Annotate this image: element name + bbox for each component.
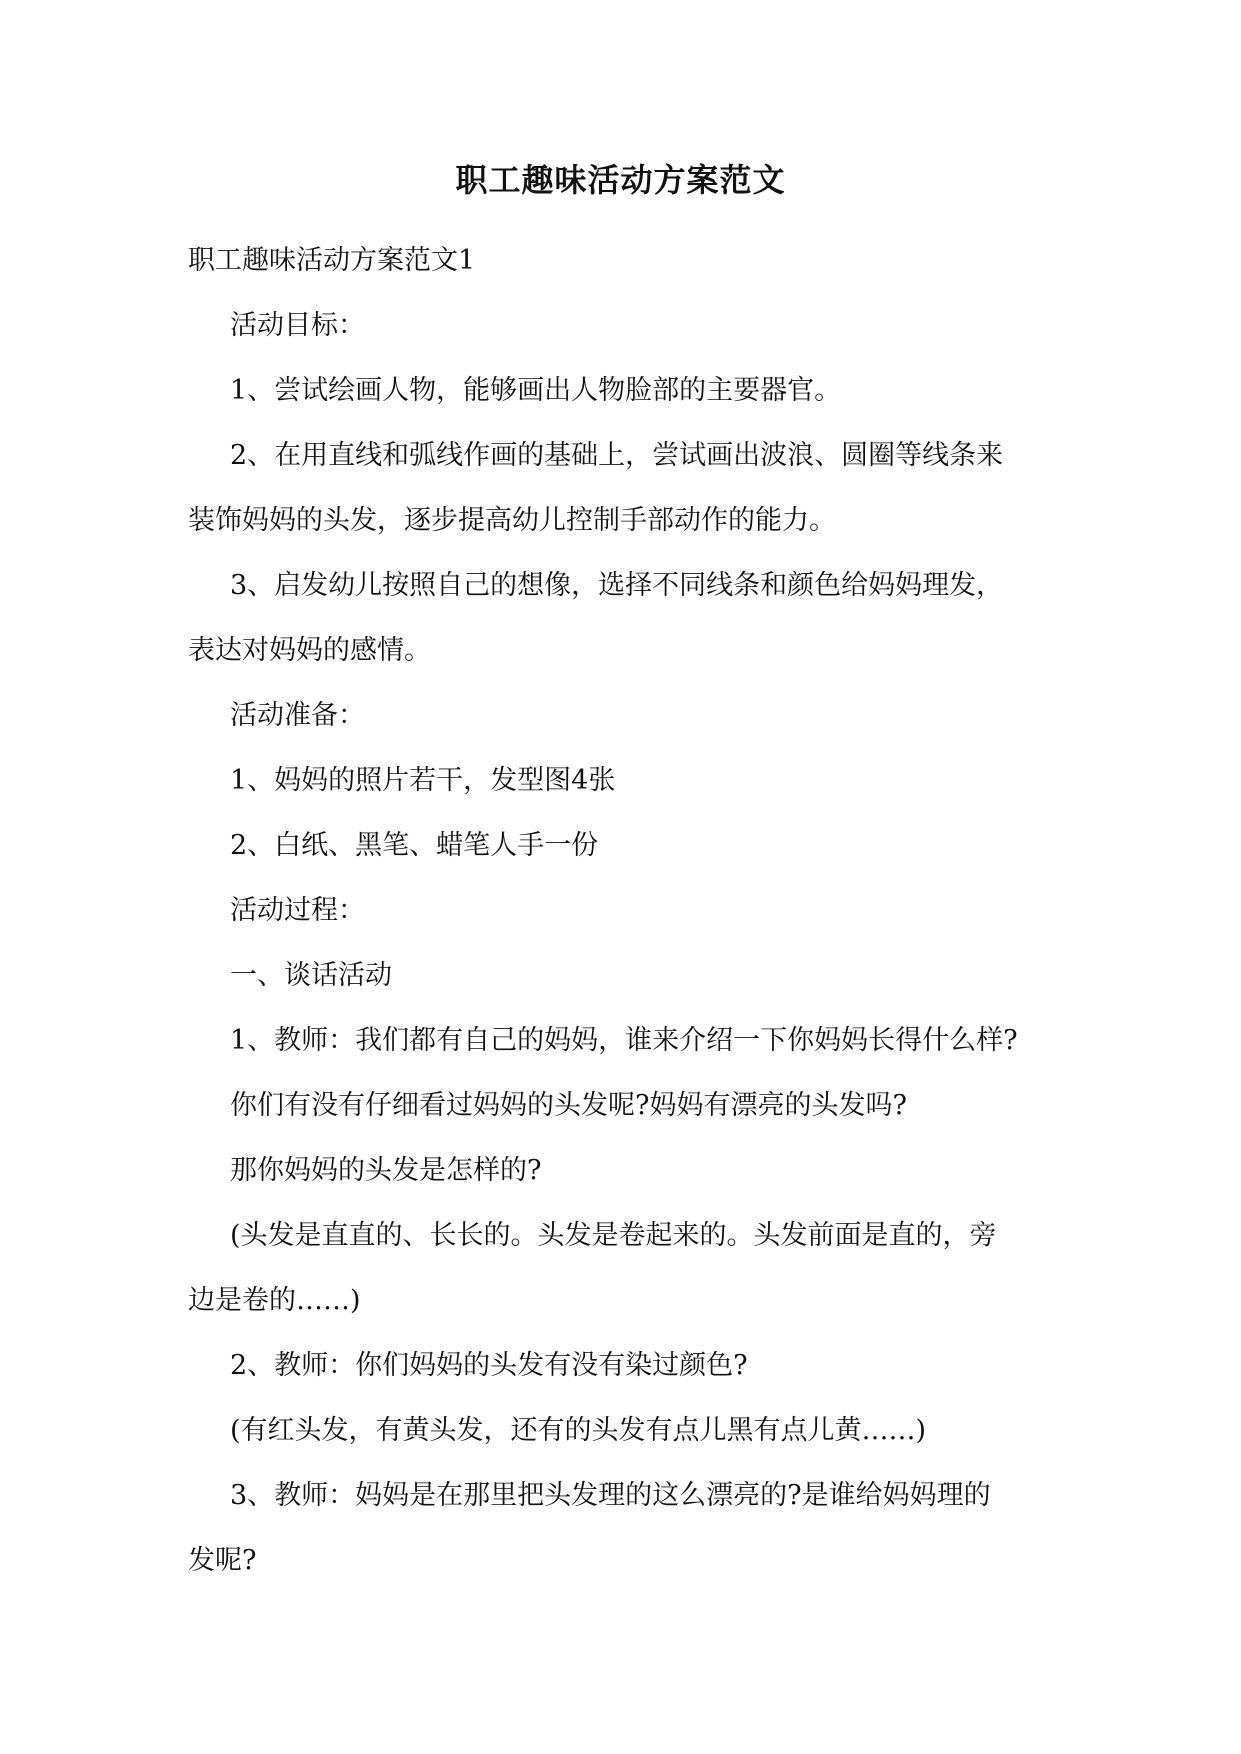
paragraph-line: (有红头发，有黄头发，还有的头发有点儿黑有点儿黄……)	[230, 1415, 927, 1446]
paragraph-line: 1、尝试绘画人物，能够画出人物脸部的主要器官。	[230, 375, 842, 406]
paragraph-line: (头发是直直的、长长的。头发是卷起来的。头发前面是直的，旁	[230, 1220, 997, 1251]
paragraph-line: 发呢?	[188, 1545, 257, 1576]
document-body	[188, 228, 1068, 1593]
paragraph-line: 1、妈妈的照片若干，发型图4张	[230, 765, 616, 796]
paragraph-line: 活动过程：	[230, 895, 365, 926]
paragraph-line: 活动目标：	[230, 310, 365, 341]
paragraph-line: 活动准备：	[230, 700, 365, 731]
paragraph-line: 边是卷的……)	[188, 1285, 361, 1316]
paragraph-line: 那你妈妈的头发是怎样的?	[230, 1155, 542, 1186]
document-title: 职工趣味活动方案范文	[455, 161, 786, 199]
paragraph-line: 装饰妈妈的头发，逐步提高幼儿控制手部动作的能力。	[188, 505, 836, 536]
paragraph-line: 3、教师：妈妈是在那里把头发理的这么漂亮的?是谁给妈妈理的	[230, 1480, 991, 1511]
paragraph-line: 2、在用直线和弧线作画的基础上，尝试画出波浪、圆圈等线条来	[230, 440, 1004, 471]
section-heading: 职工趣味活动方案范文1	[188, 245, 476, 276]
paragraph-line: 表达对妈妈的感情。	[188, 635, 431, 666]
paragraph-line: 2、教师：你们妈妈的头发有没有染过颜色?	[230, 1350, 748, 1381]
paragraph-line: 一、谈话活动	[230, 960, 392, 991]
paragraph-line: 1、教师：我们都有自己的妈妈，谁来介绍一下你妈妈长得什么样?	[230, 1025, 1018, 1056]
paragraph-line: 3、启发幼儿按照自己的想像，选择不同线条和颜色给妈妈理发，	[230, 570, 1004, 601]
paragraph-line: 你们有没有仔细看过妈妈的头发呢?妈妈有漂亮的头发吗?	[230, 1090, 907, 1121]
paragraph-line: 2、白纸、黑笔、蜡笔人手一份	[230, 830, 599, 861]
